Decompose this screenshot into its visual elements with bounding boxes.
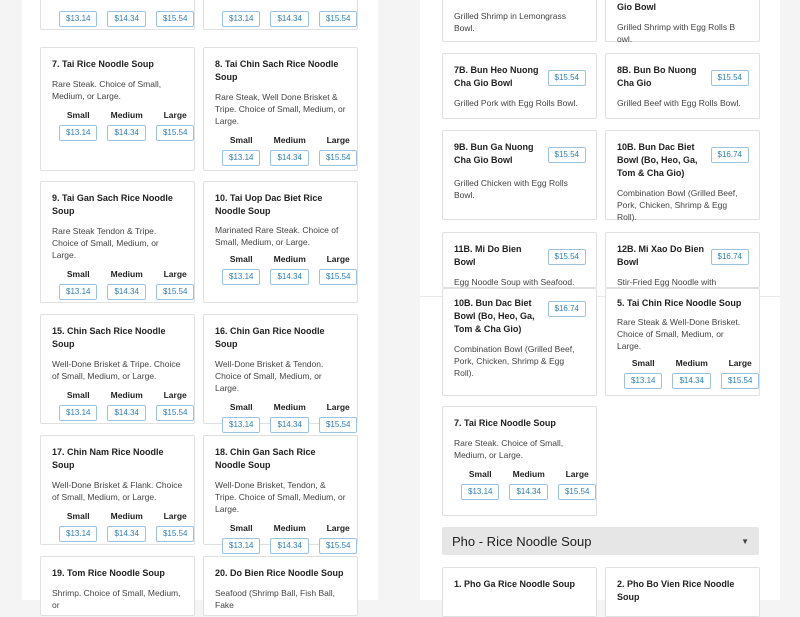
item-desc: Well-Done Brisket, Tendon, & Tripe. Choice of Small, Medium, or Large. (215, 480, 346, 514)
price-small[interactable]: $13.14 (59, 11, 97, 27)
item-desc: Rare Steak. Choice of Small, Medium, or Large. (454, 438, 564, 460)
menu-card-20[interactable] (203, 556, 358, 616)
item-title: 10B. Bun Dac Biet Bowl (Bo, Heo, Ga, Tom & Cha Gio) (454, 298, 535, 334)
size-label: Small (468, 469, 492, 479)
size-label: Large (163, 110, 187, 120)
price-medium[interactable]: $14.34 (107, 11, 145, 27)
menu-card-9[interactable] (40, 181, 195, 303)
menu-card-16[interactable] (203, 314, 358, 429)
price[interactable]: $15.54 (711, 70, 749, 86)
item-desc: Egg Noodle Soup with Seafood. (454, 277, 575, 287)
size-label: Small (229, 135, 253, 145)
menu-card-5[interactable] (605, 288, 760, 396)
menu-card-7b[interactable] (442, 53, 597, 119)
menu-card-shrimp-bowl[interactable] (442, 0, 597, 42)
price-large[interactable]: $15.54 (319, 11, 357, 27)
price-large[interactable]: $15.54 (319, 538, 357, 554)
item-desc: Grilled Chicken with Egg Rolls Bowl. (454, 178, 568, 200)
price[interactable]: $16.74 (548, 301, 586, 317)
price[interactable]: $15.54 (548, 70, 586, 86)
item-title: 2. Pho Bo Vien Rice Noodle Soup (617, 579, 735, 602)
item-desc: Rare Steak. Choice of Small, Medium, or Large. (52, 79, 162, 101)
menu-card[interactable] (40, 0, 195, 30)
menu-card-18[interactable] (203, 435, 358, 550)
menu-card-8b[interactable] (605, 53, 760, 119)
menu-card-10b[interactable] (605, 130, 760, 220)
size-label: Medium (110, 269, 143, 279)
size-label: Small (66, 390, 90, 400)
size-label: Large (163, 390, 187, 400)
size-label: Medium (273, 402, 306, 412)
item-desc: Grilled Shrimp in Lemongrass Bowl. (454, 11, 566, 33)
size-label: Medium (110, 511, 143, 521)
price[interactable]: $15.54 (548, 147, 586, 163)
price-large[interactable]: $15.54 (319, 269, 357, 285)
size-label: Large (326, 402, 350, 412)
item-title: 11B. Mi Do Bien Bowl (454, 244, 522, 267)
item-desc: Rare Steak, Well Done Brisket & Tripe. Choice of Small, Medium, or Large. (215, 92, 346, 126)
item-title: 8. Tai Chin Sach Rice Noodle Soup (215, 59, 339, 82)
item-title: Gio Bowl (617, 2, 656, 12)
price-large[interactable]: $15.54 (156, 405, 194, 421)
size-label: Large (326, 135, 350, 145)
size-label: Large (565, 469, 589, 479)
menu-card-10b-repeat[interactable] (442, 288, 597, 396)
menu-card-11b[interactable] (442, 232, 597, 288)
item-title: 16. Chin Gan Rice Noodle Soup (215, 326, 325, 349)
price-small[interactable]: $13.14 (59, 125, 97, 141)
item-title: 9. Tai Gan Sach Rice Noodle Soup (52, 193, 173, 216)
size-label: Small (66, 110, 90, 120)
price-small[interactable]: $13.14 (624, 373, 662, 389)
menu-card-7[interactable] (40, 47, 195, 171)
item-title: 10B. Bun Dac Biet Bowl (Bo, Heo, Ga, Tom & Cha Gio) (617, 142, 698, 178)
menu-card-19[interactable] (40, 556, 195, 616)
item-title: 20. Do Bien Rice Noodle Soup (215, 568, 344, 578)
price[interactable]: $16.74 (711, 147, 749, 163)
chevron-down-icon: ▼ (741, 536, 749, 546)
price-medium[interactable]: $14.34 (270, 417, 308, 433)
menu-card-10[interactable] (203, 181, 358, 303)
item-title: 10. Tai Uop Dac Biet Rice Noodle Soup (215, 193, 323, 216)
item-desc: Well-Done Brisket & Tendon. Choice of Small, Medium, or Large. (215, 359, 324, 393)
price-small[interactable]: $13.14 (222, 417, 260, 433)
item-desc: Rare Steak & Well-Done Brisket. Choice of Small, Medium, or Large. (617, 317, 741, 351)
size-label: Medium (675, 358, 708, 368)
item-desc: Grilled Shrimp with Egg Rolls B owl. (617, 22, 736, 44)
price-medium[interactable]: $14.34 (270, 11, 308, 27)
price-small[interactable]: $13.14 (59, 526, 97, 542)
price-medium[interactable]: $14.34 (509, 484, 547, 500)
item-title: 8B. Bun Bo Nuong Cha Gio (617, 65, 697, 88)
item-title: 7. Tai Rice Noodle Soup (52, 59, 154, 69)
price-medium[interactable]: $14.34 (270, 150, 308, 166)
section-header-pho[interactable] (442, 527, 759, 555)
item-desc: Well-Done Brisket & Flank. Choice of Small, Medium, or Large. (52, 480, 183, 502)
price-small[interactable]: $13.14 (59, 405, 97, 421)
menu-card-7-right[interactable] (442, 406, 597, 516)
price-small[interactable]: $13.14 (222, 150, 260, 166)
menu-card-pho-1[interactable] (442, 567, 597, 617)
price-medium[interactable]: $14.34 (672, 373, 710, 389)
size-label: Large (326, 523, 350, 533)
size-label: Medium (273, 135, 306, 145)
item-desc: Grilled Pork with Egg Rolls Bowl. (454, 98, 578, 108)
item-desc: Combination Bowl (Grilled Beef, Pork, Chicken, Shrimp & Egg Roll). (454, 344, 575, 378)
price-medium[interactable]: $14.34 (107, 284, 145, 300)
menu-card-gio-bowl[interactable] (605, 0, 760, 42)
price-large[interactable]: $15.54 (156, 526, 194, 542)
menu-card-17[interactable] (40, 435, 195, 545)
price-medium[interactable]: $14.34 (270, 269, 308, 285)
price-medium[interactable]: $14.34 (107, 405, 145, 421)
item-title: 7B. Bun Heo Nuong Cha Gio Bowl (454, 65, 539, 88)
section-title: Pho - Rice Noodle Soup (452, 533, 592, 549)
price-small[interactable]: $13.14 (59, 284, 97, 300)
menu-card-12b[interactable] (605, 232, 760, 288)
size-label: Medium (273, 523, 306, 533)
item-title: 1. Pho Ga Rice Noodle Soup (454, 579, 576, 589)
size-label: Large (728, 358, 752, 368)
item-title: 7. Tai Rice Noodle Soup (454, 418, 556, 428)
price-medium[interactable]: $14.34 (107, 526, 145, 542)
price[interactable]: $15.54 (548, 249, 586, 265)
menu-card-15[interactable] (40, 314, 195, 424)
item-desc: Well-Done Brisket & Tripe. Choice of Small, Medium, or Large. (52, 359, 181, 381)
price-large[interactable]: $15.54 (558, 484, 596, 500)
menu-card[interactable] (203, 0, 358, 30)
size-label: Medium (110, 110, 143, 120)
item-desc: Grilled Beef with Egg Rolls Bowl. (617, 98, 741, 108)
size-label: Large (163, 269, 187, 279)
item-title: 17. Chin Nam Rice Noodle Soup (52, 447, 164, 470)
item-desc: Stir-Fried Egg Noodle with (617, 277, 717, 287)
menu-card-pho-2[interactable] (605, 567, 760, 617)
item-desc: Rare Steak Tendon & Tripe. Choice of Small, Medium, or Large. (52, 226, 159, 260)
size-label: Small (66, 269, 90, 279)
price-large[interactable]: $15.54 (156, 125, 194, 141)
size-label: Small (631, 358, 655, 368)
menu-card-9b[interactable] (442, 130, 597, 220)
price-large[interactable]: $15.54 (721, 373, 759, 389)
item-desc: Shrimp. Choice of Small, Medium, or (52, 588, 181, 610)
item-title: 5. Tai Chin Rice Noodle Soup (617, 298, 742, 308)
size-label: Medium (273, 254, 306, 264)
item-desc: Seafood (Shrimp Ball, Fish Ball, Fake (215, 588, 335, 610)
size-label: Medium (110, 390, 143, 400)
size-label: Large (326, 254, 350, 264)
item-title: 12B. Mi Xao Do Bien Bowl (617, 244, 705, 267)
price-large[interactable]: $15.54 (156, 284, 194, 300)
item-title: 9B. Bun Ga Nuong Cha Gio Bowl (454, 142, 534, 165)
price-large[interactable]: $15.54 (319, 417, 357, 433)
price[interactable]: $16.74 (711, 249, 749, 265)
item-title: 18. Chin Gan Sach Rice Noodle Soup (215, 447, 316, 470)
size-label: Small (229, 402, 253, 412)
size-label: Medium (512, 469, 545, 479)
size-label: Small (229, 523, 253, 533)
menu-card-8[interactable] (203, 47, 358, 171)
price-small[interactable]: $13.14 (222, 538, 260, 554)
size-label: Large (163, 511, 187, 521)
price-small[interactable]: $13.14 (461, 484, 499, 500)
price-medium[interactable]: $14.34 (270, 538, 308, 554)
size-label: Small (229, 254, 253, 264)
price-small[interactable]: $13.14 (222, 269, 260, 285)
price-large[interactable]: $15.54 (319, 150, 357, 166)
price-medium[interactable]: $14.34 (107, 125, 145, 141)
price-small[interactable]: $13.14 (222, 11, 260, 27)
item-desc: Marinated Rare Steak. Choice of Small, Medium, or Large. (215, 225, 339, 247)
item-title: 19. Tom Rice Noodle Soup (52, 568, 165, 578)
size-label: Small (66, 511, 90, 521)
price-large[interactable]: $15.54 (156, 11, 194, 27)
item-desc: Combination Bowl (Grilled Beef, Pork, Chicken, Shrimp & Egg Roll). (617, 188, 738, 222)
item-title: 15. Chin Sach Rice Noodle Soup (52, 326, 166, 349)
